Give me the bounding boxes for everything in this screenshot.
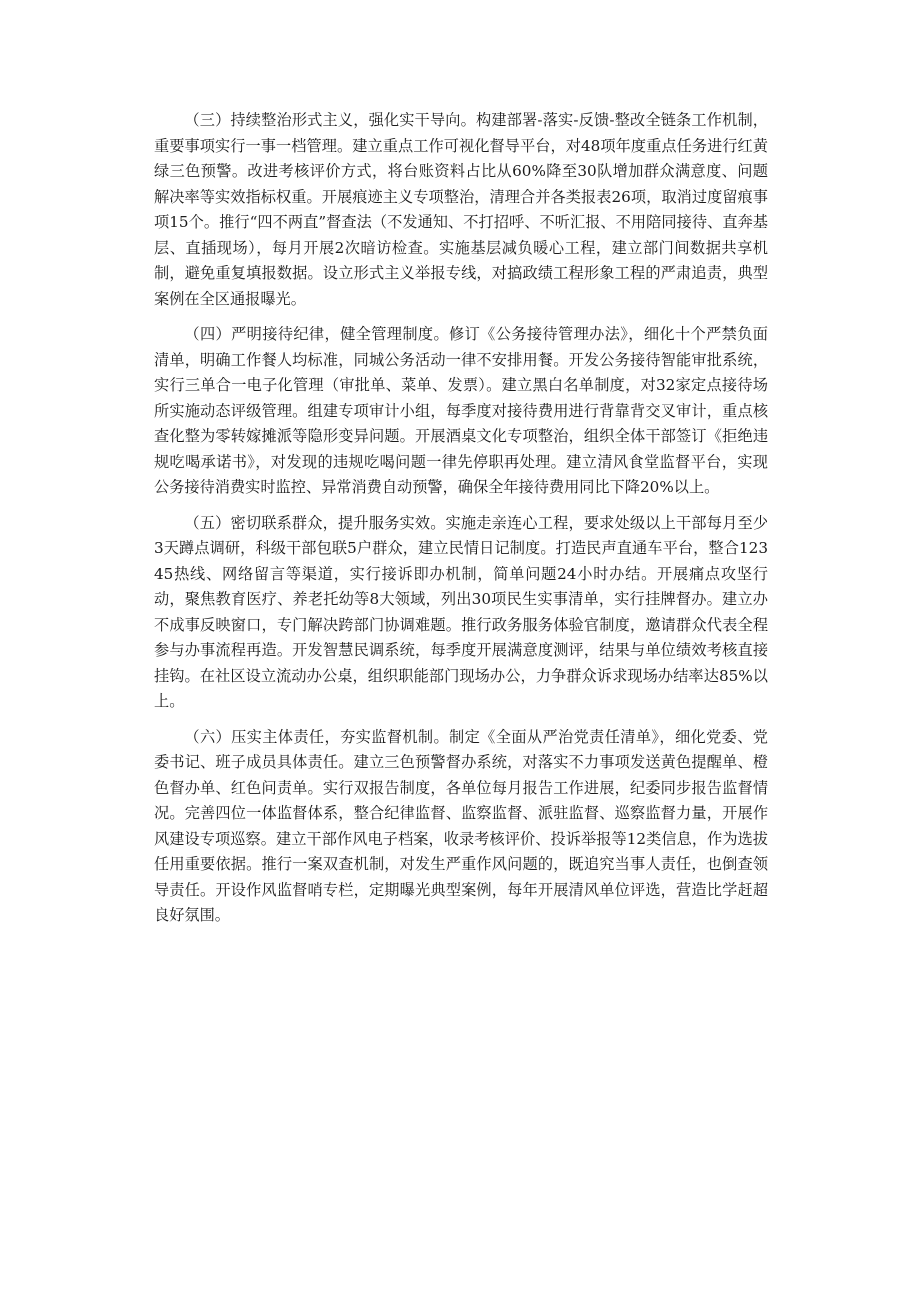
paragraph-6: （六）压实主体责任，夯实监督机制。制定《全面从严治党责任清单》，细化党委、党委书记、班子成员具体责任。建立三色预警督办系统，对落实不力事项发送黄色提醒单、橙色督办单、红色问责单。实行双报告制度，各单位每月报告工作进展，纪委同步报告监督情况。完善四位一体监督体系，整合纪律监督、监察监督、派驻监督、巡察监督力量，开展作风建设专项巡察。建立干部作风电子档案，收录考核评价、投诉举报等12类信息，作为选拔任用重要依据。推行一案双查机制，对发生严重作风问题的，既追究当事人责任，也倒查领导责任。开设作风监督哨专栏，定期曝光典型案例，每年开展清风单位评选，营造比学赶超良好氛围。 xyxy=(154,727,768,924)
document-body xyxy=(154,108,768,939)
paragraph-4: （四）严明接待纪律，健全管理制度。修订《公务接待管理办法》，细化十个严禁负面清单，明确工作餐人均标准，同城公务活动一律不安排用餐。开发公务接待智能审批系统，实行三单合一电子化管理（审批单、菜单、发票）。建立黑白名单制度，对32家定点接待场所实施动态评级管理。组建专项审计小组，每季度对接待费用进行背靠背交叉审计，重点核查化整为零转嫁摊派等隐形变异问题。开展酒桌文化专项整治，组织全体干部签订《拒绝违规吃喝承诺书》，对发现的违规吃喝问题一律先停职再处理。建立清风食堂监督平台，实现公务接待消费实时监控、异常消费自动预警，确保全年接待费用同比下降20%以上。 xyxy=(154,325,768,496)
paragraph-5: （五）密切联系群众，提升服务实效。实施走亲连心工程，要求处级以上干部每月至少3天蹲点调研，科级干部包联5户群众，建立民情日记制度。打造民声直通车平台，整合12345热线、网络留言等渠道，实行接诉即办机制，简单问题24小时办结。开展痛点攻坚行动，聚焦教育医疗、养老托幼等8大领域，列出30项民生实事清单，实行挂牌督办。建立办不成事反映窗口，专门解决跨部门协调难题。推行政务服务体验官制度，邀请群众代表全程参与办事流程再造。开发智慧民调系统，每季度开展满意度测评，结果与单位绩效考核直接挂钩。在社区设立流动办公桌，组织职能部门现场办公，力争群众诉求现场办结率达85%以上。 xyxy=(154,513,768,710)
paragraph-3: （三）持续整治形式主义，强化实干导向。构建部署-落实-反馈-整改全链条工作机制，重要事项实行一事一档管理。建立重点工作可视化督导平台，对48项年度重点任务进行红黄绿三色预警。改进考核评价方式，将台账资料占比从60%降至30队增加群众满意度、问题解决率等实效指标权重。开展痕迹主义专项整治，清理合并各类报表26项，取消过度留痕事项15个。推行“四不两直”督查法（不发通知、不打招呼、不听汇报、不用陪同接待、直奔基层、直插现场），每月开展2次暗访检查。实施基层减负暖心工程，建立部门间数据共享机制，避免重复填报数据。设立形式主义举报专线，对搞政绩工程形象工程的严肃追责，典型案例在全区通报曝光。 xyxy=(154,111,768,308)
